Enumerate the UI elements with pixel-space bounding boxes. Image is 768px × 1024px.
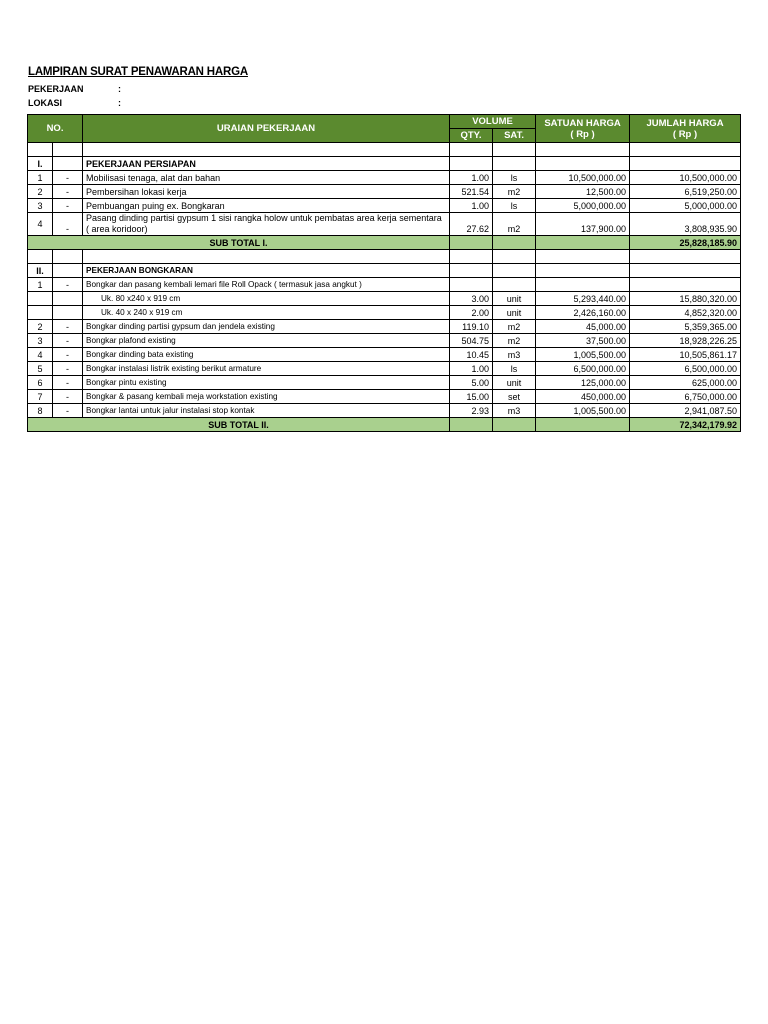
item-qty: 521.54 — [450, 185, 493, 199]
spacer-row — [28, 143, 741, 157]
item-qty: 10.45 — [450, 348, 493, 362]
meta-value: : — [118, 84, 121, 94]
item-no: 8 — [28, 404, 53, 418]
item-dash: - — [53, 362, 83, 376]
meta-lokasi — [28, 98, 121, 108]
item-description: Bongkar dan pasang kembali lemari file Roll Opack ( termasuk jasa angkut ) — [83, 278, 450, 292]
item-row — [28, 278, 741, 292]
empty-cell — [493, 143, 536, 157]
item-qty: 504.75 — [450, 334, 493, 348]
item-unit: ls — [493, 362, 536, 376]
empty-cell — [536, 157, 630, 171]
item-unit: m2 — [493, 213, 536, 236]
header-jumlah-label: JUMLAH HARGA — [646, 117, 724, 129]
item-row — [28, 199, 741, 213]
item-description: Bongkar dinding partisi gypsum dan jendela existing — [83, 320, 450, 334]
item-row — [28, 404, 741, 418]
header-qty: QTY. — [450, 129, 493, 143]
header-jumlah-harga — [630, 115, 741, 143]
item-row — [28, 185, 741, 199]
item-dash — [53, 292, 83, 306]
meta-label: PEKERJAAN — [28, 84, 84, 94]
item-unit-price: 450,000.00 — [536, 390, 630, 404]
item-dash: - — [53, 213, 83, 236]
empty-cell — [53, 143, 83, 157]
item-row — [28, 306, 741, 320]
empty-cell — [450, 143, 493, 157]
empty-cell — [630, 157, 741, 171]
item-unit: ls — [493, 171, 536, 185]
item-no: 7 — [28, 390, 53, 404]
item-description: Pasang dinding partisi gypsum 1 sisi rangka holow untuk pembatas area kerja sementara ( area koridoor) — [83, 213, 450, 236]
item-qty — [450, 278, 493, 292]
item-dash: - — [53, 199, 83, 213]
empty-cell — [450, 264, 493, 278]
item-no: 6 — [28, 376, 53, 390]
item-row — [28, 320, 741, 334]
item-dash: - — [53, 278, 83, 292]
item-no: 2 — [28, 320, 53, 334]
section-title-row — [28, 157, 741, 171]
empty-cell — [493, 418, 536, 432]
item-description: Bongkar instalasi listrik existing berikut armature — [83, 362, 450, 376]
item-total — [630, 278, 741, 292]
section-title-row — [28, 264, 741, 278]
item-description: Bongkar pintu existing — [83, 376, 450, 390]
item-no — [28, 292, 53, 306]
item-total: 2,941,087.50 — [630, 404, 741, 418]
header-no: NO. — [28, 115, 83, 143]
empty-cell — [493, 236, 536, 250]
item-unit-price: 6,500,000.00 — [536, 362, 630, 376]
item-total: 625,000.00 — [630, 376, 741, 390]
empty-cell — [630, 250, 741, 264]
item-no: 5 — [28, 362, 53, 376]
item-row — [28, 334, 741, 348]
item-description: Uk. 80 x240 x 919 cm — [83, 292, 450, 306]
item-total: 4,852,320.00 — [630, 306, 741, 320]
item-unit-price: 125,000.00 — [536, 376, 630, 390]
subtotal-label: SUB TOTAL II. — [28, 418, 450, 432]
header-volume: VOLUME — [450, 115, 536, 129]
item-unit: ls — [493, 199, 536, 213]
empty-cell — [83, 250, 450, 264]
item-description: Pembersihan lokasi kerja — [83, 185, 450, 199]
empty-cell — [493, 250, 536, 264]
section-roman: I. — [28, 157, 53, 171]
item-total: 3,808,935.90 — [630, 213, 741, 236]
item-total: 18,928,226.25 — [630, 334, 741, 348]
meta-pekerjaan — [28, 84, 121, 94]
item-no: 3 — [28, 199, 53, 213]
item-qty: 1.00 — [450, 362, 493, 376]
empty-cell — [536, 264, 630, 278]
empty-cell — [28, 143, 53, 157]
item-total: 6,750,000.00 — [630, 390, 741, 404]
item-dash: - — [53, 348, 83, 362]
header-row — [28, 115, 741, 129]
item-unit: m2 — [493, 334, 536, 348]
item-dash: - — [53, 376, 83, 390]
item-no: 3 — [28, 334, 53, 348]
item-unit-price: 5,293,440.00 — [536, 292, 630, 306]
item-dash: - — [53, 185, 83, 199]
item-unit: unit — [493, 292, 536, 306]
item-no: 4 — [28, 213, 53, 236]
item-description: Bongkar lantai untuk jalur instalasi stop kontak — [83, 404, 450, 418]
subtotal-row — [28, 236, 741, 250]
document-title: LAMPIRAN SURAT PENAWARAN HARGA — [28, 66, 248, 78]
item-row — [28, 171, 741, 185]
item-unit-price: 137,900.00 — [536, 213, 630, 236]
header-satuan-harga — [536, 115, 630, 143]
header-uraian: URAIAN PEKERJAAN — [83, 115, 450, 143]
item-unit: unit — [493, 306, 536, 320]
item-unit-price: 1,005,500.00 — [536, 348, 630, 362]
section-title: PEKERJAAN BONGKARAN — [83, 264, 450, 278]
header-satuan-label: SATUAN HARGA — [544, 117, 621, 129]
item-description: Pembuangan puing ex. Bongkaran — [83, 199, 450, 213]
item-qty: 2.00 — [450, 306, 493, 320]
price-offer-table — [27, 114, 741, 432]
item-total: 10,505,861.17 — [630, 348, 741, 362]
empty-cell — [630, 264, 741, 278]
item-total: 5,359,365.00 — [630, 320, 741, 334]
empty-cell — [450, 157, 493, 171]
empty-cell — [53, 264, 83, 278]
spacer-row — [28, 250, 741, 264]
item-total: 15,880,320.00 — [630, 292, 741, 306]
empty-cell — [630, 143, 741, 157]
item-qty: 1.00 — [450, 171, 493, 185]
item-row — [28, 213, 741, 236]
subtotal-value: 72,342,179.92 — [630, 418, 741, 432]
item-unit: set — [493, 390, 536, 404]
empty-cell — [83, 143, 450, 157]
item-dash: - — [53, 320, 83, 334]
item-row — [28, 362, 741, 376]
item-description: Uk. 40 x 240 x 919 cm — [83, 306, 450, 320]
meta-label: LOKASI — [28, 98, 63, 108]
item-unit: m2 — [493, 320, 536, 334]
item-unit: m2 — [493, 185, 536, 199]
item-qty: 119.10 — [450, 320, 493, 334]
empty-cell — [450, 236, 493, 250]
item-dash: - — [53, 404, 83, 418]
item-unit-price: 5,000,000.00 — [536, 199, 630, 213]
section-title: PEKERJAAN PERSIAPAN — [83, 157, 450, 171]
item-row — [28, 348, 741, 362]
header-satuan-unit: ( Rp ) — [570, 128, 595, 140]
item-unit: m3 — [493, 404, 536, 418]
empty-cell — [450, 418, 493, 432]
item-qty: 1.00 — [450, 199, 493, 213]
item-no: 2 — [28, 185, 53, 199]
item-unit: unit — [493, 376, 536, 390]
header-sat: SAT. — [493, 129, 536, 143]
empty-cell — [536, 250, 630, 264]
item-dash: - — [53, 390, 83, 404]
empty-cell — [53, 157, 83, 171]
item-unit-price: 12,500.00 — [536, 185, 630, 199]
item-total: 5,000,000.00 — [630, 199, 741, 213]
item-total: 10,500,000.00 — [630, 171, 741, 185]
item-description: Bongkar plafond existing — [83, 334, 450, 348]
subtotal-value: 25,828,185.90 — [630, 236, 741, 250]
empty-cell — [536, 418, 630, 432]
item-no — [28, 306, 53, 320]
item-description: Bongkar & pasang kembali meja workstation existing — [83, 390, 450, 404]
item-qty: 15.00 — [450, 390, 493, 404]
empty-cell — [53, 250, 83, 264]
item-row — [28, 376, 741, 390]
item-no: 1 — [28, 278, 53, 292]
item-qty: 27.62 — [450, 213, 493, 236]
item-total: 6,500,000.00 — [630, 362, 741, 376]
item-dash: - — [53, 171, 83, 185]
empty-cell — [536, 143, 630, 157]
subtotal-label: SUB TOTAL I. — [28, 236, 450, 250]
empty-cell — [493, 264, 536, 278]
item-unit-price: 1,005,500.00 — [536, 404, 630, 418]
item-no: 4 — [28, 348, 53, 362]
empty-cell — [28, 250, 53, 264]
item-total: 6,519,250.00 — [630, 185, 741, 199]
item-qty: 5.00 — [450, 376, 493, 390]
item-unit-price: 45,000.00 — [536, 320, 630, 334]
item-row — [28, 390, 741, 404]
item-unit — [493, 278, 536, 292]
item-unit-price: 10,500,000.00 — [536, 171, 630, 185]
item-dash — [53, 306, 83, 320]
empty-cell — [536, 236, 630, 250]
item-no: 1 — [28, 171, 53, 185]
meta-value: : — [118, 98, 121, 108]
section-roman: II. — [28, 264, 53, 278]
item-qty: 2.93 — [450, 404, 493, 418]
item-unit: m3 — [493, 348, 536, 362]
empty-cell — [493, 157, 536, 171]
subtotal-row — [28, 418, 741, 432]
item-dash: - — [53, 334, 83, 348]
item-unit-price: 37,500.00 — [536, 334, 630, 348]
item-unit-price — [536, 278, 630, 292]
header-jumlah-unit: ( Rp ) — [672, 128, 698, 140]
empty-cell — [450, 250, 493, 264]
item-row — [28, 292, 741, 306]
item-description: Mobilisasi tenaga, alat dan bahan — [83, 171, 450, 185]
item-unit-price: 2,426,160.00 — [536, 306, 630, 320]
item-qty: 3.00 — [450, 292, 493, 306]
item-description: Bongkar dinding bata existing — [83, 348, 450, 362]
